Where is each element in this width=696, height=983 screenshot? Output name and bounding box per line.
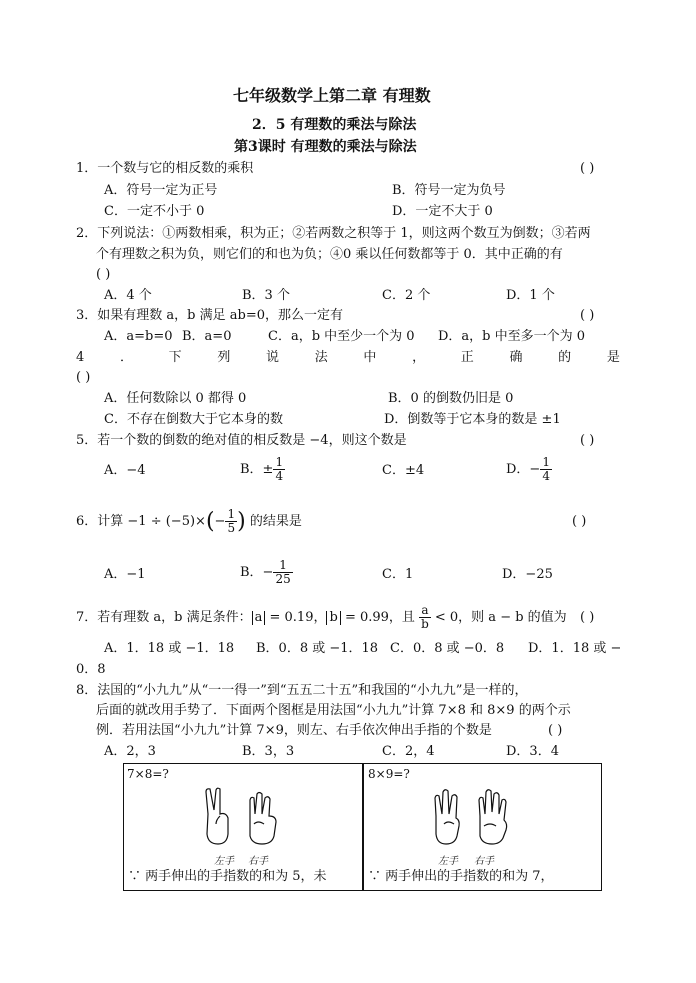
q7-eq2: = 0.99，且 xyxy=(340,610,420,625)
q4-stem xyxy=(76,349,620,367)
q3-paren: ( ) xyxy=(580,308,595,323)
q4-char: 说 xyxy=(266,350,280,365)
q6-option-d: D．−25 xyxy=(502,567,553,582)
q7-option-d-cont: 0．8 xyxy=(76,662,106,677)
right-hand-illustration xyxy=(250,793,276,845)
q5-option-a: A．−4 xyxy=(104,463,146,478)
left-example-right-hand-label: 右手 xyxy=(248,856,268,867)
left-example-caption: ∵ 两手伸出的手指数的和为 5，未 xyxy=(128,869,327,884)
left-example-hands xyxy=(202,786,284,850)
q4-char: 正 xyxy=(460,350,474,365)
q7-option-b: B．0．8 或 −1．18 xyxy=(256,641,379,656)
q5-option-b xyxy=(240,452,285,488)
q6-option-a: A．−1 xyxy=(104,567,146,582)
q1-option-c: C．一定不小于 0 xyxy=(104,204,205,219)
fraction xyxy=(540,456,552,483)
q6-option-c: C．1 xyxy=(382,567,414,582)
right-example-caption: ∵ 两手伸出的手指数的和为 7， xyxy=(368,869,554,884)
q3-option-a: A．a=b=0 xyxy=(104,329,173,344)
q6-neg: − xyxy=(214,514,226,529)
q4-char: ． xyxy=(119,350,133,365)
q2-line2: 个有理数之积为负，则它们的和也为负；④0 乘以任何数都等于 0．其中正确的有 xyxy=(96,247,563,262)
denominator: 5 xyxy=(227,521,236,535)
q2-option-a: A．4 个 xyxy=(104,288,152,303)
denominator: 4 xyxy=(275,469,284,483)
q2-option-d: D．1 个 xyxy=(506,288,555,303)
q4-char: ， xyxy=(412,350,426,365)
q8-line2: 后面的就改用手势了．下面两个图框是用法国“小九九”计算 7×8 和 8×9 的两个示 xyxy=(96,703,571,718)
q6-prefix: 6．计算 −1 ÷ xyxy=(76,514,166,529)
q5-paren: ( ) xyxy=(580,433,595,448)
q8-line3: 例．若用法国“小九九”计算 7×9，则左、右手依次伸出手指的个数是 xyxy=(96,723,492,738)
q5-b-prefix: B．± xyxy=(240,462,274,477)
q3-stem: 3．如果有理数 a，b 满足 ab=0，那么一定有 xyxy=(76,308,343,323)
q6-stem xyxy=(76,502,302,542)
q2-line1: 2．下列说法：①两数相乘，积为正；②若两数之积等于 1，则这两个数互为倒数；③若两 xyxy=(76,226,591,241)
q4-option-c: C．不存在倒数大于它本身的数 xyxy=(104,412,283,427)
q2-option-c: C．2 个 xyxy=(382,288,431,303)
q3-option-b: B．a=0 xyxy=(182,329,232,344)
q2-option-b: B．3 个 xyxy=(242,288,290,303)
q7-eq1: = 0.19， xyxy=(265,610,327,625)
q6-b-prefix: B．− xyxy=(240,565,274,580)
numerator: 1 xyxy=(542,455,550,469)
q4-char: 中 xyxy=(363,350,377,365)
fraction xyxy=(273,559,292,586)
right-example-left-hand-label: 左手 xyxy=(438,856,458,867)
abs-a: a xyxy=(252,611,266,625)
q7-option-c: C．0．8 或 −0．8 xyxy=(390,641,505,656)
fraction xyxy=(273,456,285,483)
q1-paren: ( ) xyxy=(580,161,595,176)
figure-divider xyxy=(362,763,364,891)
q4-paren: ( ) xyxy=(76,370,91,385)
q4-char: 是 xyxy=(606,350,620,365)
q7-paren: ( ) xyxy=(580,610,595,625)
q1-option-a: A．符号一定为正号 xyxy=(104,183,218,198)
right-hand-illustration xyxy=(479,790,507,844)
fraction xyxy=(225,508,237,535)
numerator: 1 xyxy=(275,455,284,469)
right-example-right-hand-label: 右手 xyxy=(474,856,494,867)
q5-option-d xyxy=(506,452,552,488)
q7-cond: < 0，则 a − b 的值为 xyxy=(430,610,567,625)
q4-option-b: B．0 的倒数仍旧是 0 xyxy=(388,391,514,406)
left-hand-illustration xyxy=(206,788,228,844)
left-hand-illustration xyxy=(435,790,459,844)
q8-option-b: B．3，3 xyxy=(242,744,295,759)
q1-stem: 1．一个数与它的相反数的乘积 xyxy=(76,161,254,176)
q4-char: 的 xyxy=(558,350,572,365)
q6-times: × xyxy=(195,514,206,529)
lesson-subtitle: 第3课时 有理数的乘法与除法 xyxy=(234,139,417,155)
left-example-left-hand-label: 左手 xyxy=(214,856,234,867)
q7-prefix: 7．若有理数 a，b 满足条件： xyxy=(76,610,252,625)
q1-option-b: B．符号一定为负号 xyxy=(392,183,506,198)
q7-stem xyxy=(76,600,567,636)
section-subtitle: 2．5 有理数的乘法与除法 xyxy=(252,117,417,133)
denominator: 4 xyxy=(542,469,550,483)
q5-d-prefix: D．− xyxy=(506,462,541,477)
q1-option-d: D．一定不大于 0 xyxy=(392,204,493,219)
left-paren: ( xyxy=(205,508,215,534)
q4-char: 4 xyxy=(76,350,85,365)
q6-paren: ( ) xyxy=(572,514,587,529)
right-example-hands xyxy=(432,786,514,850)
q8-paren: ( ) xyxy=(548,723,563,738)
q5-option-c: C．±4 xyxy=(382,463,425,478)
q2-paren: ( ) xyxy=(96,267,111,282)
right-example-title: 8×9=? xyxy=(368,767,410,781)
q8-option-d: D．3．4 xyxy=(506,744,559,759)
numerator: 1 xyxy=(273,559,292,573)
q5-stem: 5．若一个数的倒数的绝对值的相反数是 −4，则这个数是 xyxy=(76,433,407,448)
q4-option-a: A．任何数除以 0 都得 0 xyxy=(104,391,247,406)
fraction xyxy=(419,604,431,631)
page-title: 七年级数学上第二章 有理数 xyxy=(233,86,431,105)
q4-char: 下 xyxy=(168,350,182,365)
q4-char: 确 xyxy=(509,350,523,365)
denominator: 25 xyxy=(275,572,291,586)
q4-option-d: D．倒数等于它本身的数是 ±1 xyxy=(384,412,561,427)
right-paren: ) xyxy=(237,508,246,534)
left-example-title: 7×8=? xyxy=(127,767,169,781)
q7-option-a: A．1．18 或 −1．18 xyxy=(104,641,235,656)
q8-option-a: A．2，3 xyxy=(104,744,156,759)
q6-factor: (−5) xyxy=(165,514,196,529)
abs-b: b xyxy=(326,611,340,625)
q6-suffix: 的结果是 xyxy=(245,514,302,529)
q3-option-c: C．a，b 中至少一个为 0 xyxy=(268,329,415,344)
q3-option-d: D．a，b 中至多一个为 0 xyxy=(438,329,586,344)
denominator: b xyxy=(421,617,429,631)
numerator: a xyxy=(419,604,431,618)
numerator: 1 xyxy=(227,507,236,521)
q8-option-c: C．2，4 xyxy=(382,744,435,759)
q4-char: 列 xyxy=(217,350,231,365)
q4-char: 法 xyxy=(314,350,328,365)
q8-line1: 8．法国的“小九九”从“一一得一”到“五五二十五”和我国的“小九九”是一样的， xyxy=(76,683,528,698)
q6-option-b xyxy=(240,553,293,593)
q7-option-d: D．1．18 或 − xyxy=(528,641,622,656)
